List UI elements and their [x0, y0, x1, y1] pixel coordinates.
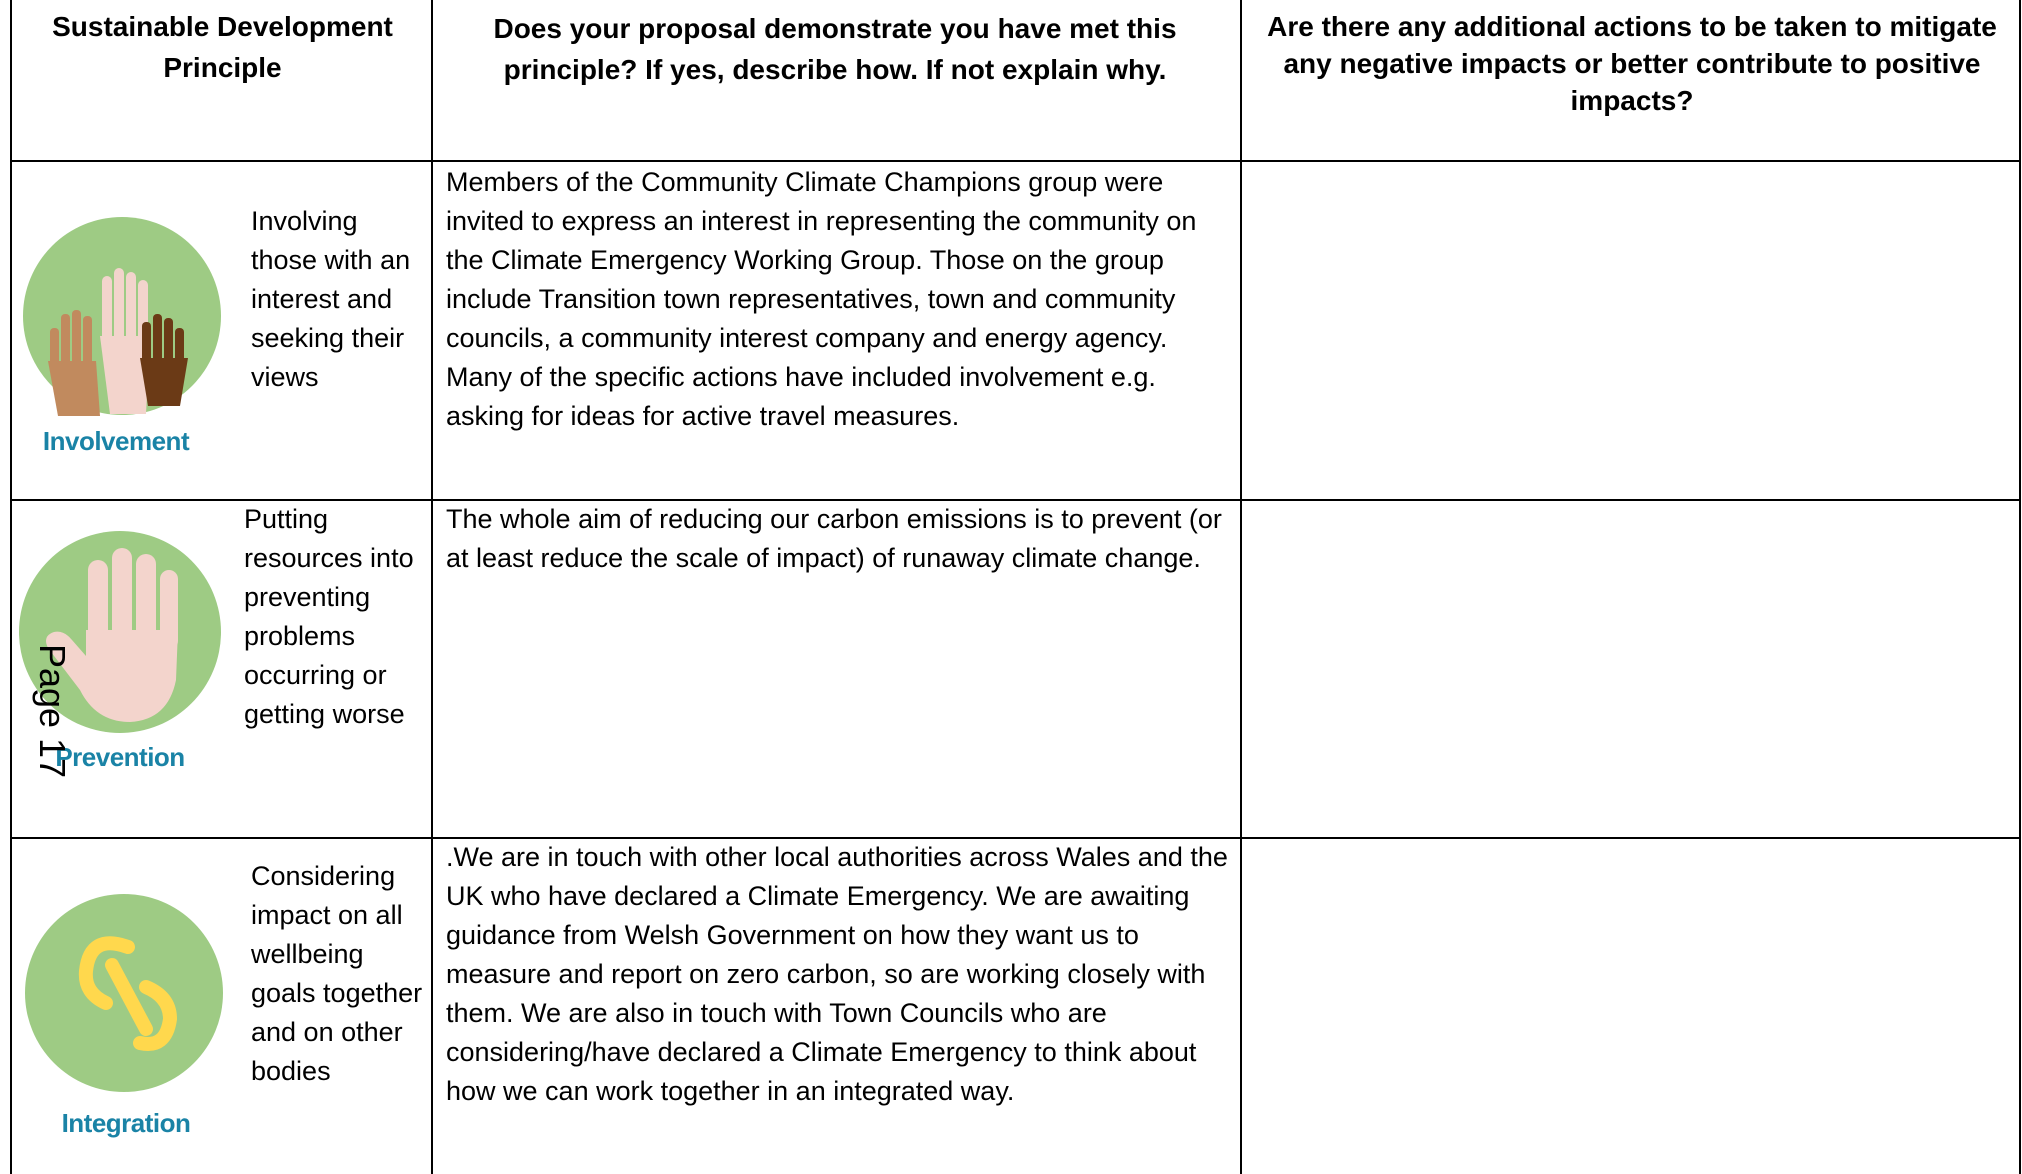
integration-response: .We are in touch with other local authorities across Wales and the UK who have declared a Climate Emergency. We are awaiting guidance from Welsh Government on how they want us to measure and report on zero carbon, so are working closely with them. We are also in touch with Town Councils who are considering/have declared a Climate Emergency to think about how we can work together in an integrated way. [446, 842, 1228, 1106]
header-demonstration: Does your proposal demonstrate you have met this principle? If yes, describe how. If not explain why. [493, 13, 1177, 85]
column-divider-2 [1240, 0, 1242, 1174]
involvement-response: Members of the Community Climate Champions group were invited to express an interest in representing the community on the Climate Emergency Working Group. Those on the group include Transition town representatives, town and community councils, a community interest company and energy agency. Many of the specific actions have included involvement e.g. asking for ideas for active travel measures. [446, 167, 1197, 431]
table-border-right [2019, 0, 2021, 1174]
prevention-response: The whole aim of reducing our carbon emissions is to prevent (or at least reduce the scale of impact) of runaway climate change. [446, 504, 1222, 573]
header-principle: Sustainable Development Principle [52, 11, 393, 83]
integration-caption: Integration [61, 1108, 191, 1138]
chain-link-icon [24, 893, 224, 1098]
page-number: Page 17 [32, 643, 73, 779]
table-border-left [10, 0, 12, 1174]
header-bottom-border [10, 160, 2021, 162]
integration-label: Considering impact on all wellbeing goals together and on other bodies [251, 861, 423, 1086]
involvement-caption: Involvement [42, 426, 190, 456]
involvement-additional-actions-cell[interactable] [1245, 165, 2015, 495]
prevention-caption: Prevention [55, 742, 185, 772]
involvement-label: Involving those with an interest and seeking their views [251, 206, 411, 392]
column-divider-1 [431, 0, 433, 1174]
raised-hands-icon [22, 216, 222, 421]
integration-additional-actions-cell[interactable] [1245, 842, 2015, 1172]
header-additional-actions: Are there any additional actions to be taken to mitigate any negative impacts or better contribute to positive impacts? [1267, 11, 1997, 116]
prevention-label: Putting resources into preventing problems occurring or getting worse [244, 504, 414, 729]
prevention-additional-actions-cell[interactable] [1245, 504, 2015, 832]
